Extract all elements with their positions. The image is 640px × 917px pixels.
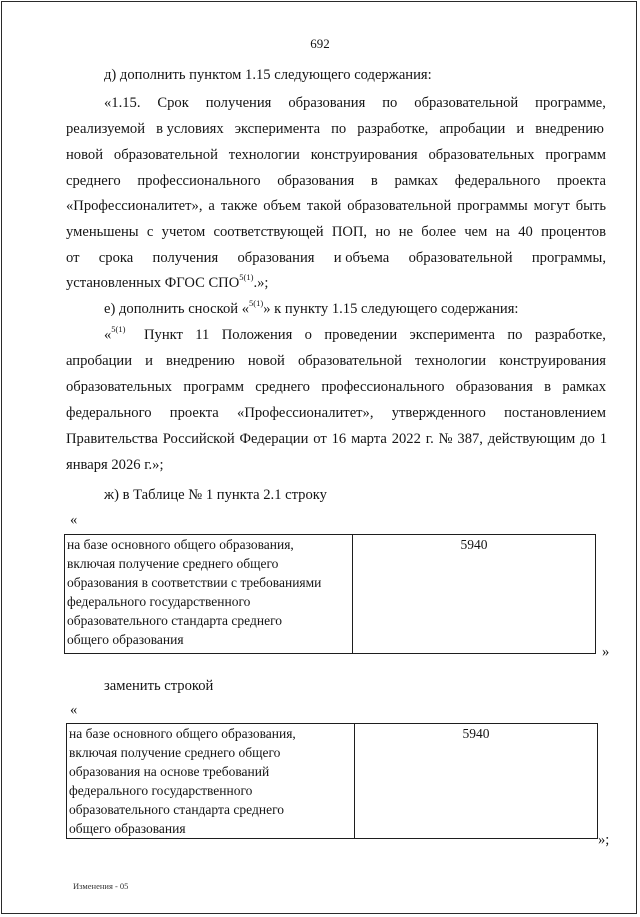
word: образовательной [414,95,519,111]
paragraph-e-before: е) дополнить сноской « [104,301,250,317]
word: рамках [562,379,606,395]
word: и [516,121,525,137]
footnote-line-3 [66,377,606,397]
table2-line-4: федерального государственного [69,783,253,798]
word: программ [545,147,606,163]
table1-line-5: образовательного стандарта среднего [67,613,283,628]
word: постановлением [504,405,606,421]
word: действующим [487,431,576,447]
word: эксперимента [234,121,321,137]
word: уменьшены [66,224,139,240]
footnote-line-2 [66,351,606,371]
word: проекта [169,405,219,421]
word: 40 [518,224,533,240]
table1-line-3: образования в соответствии с требованиями [67,575,322,590]
word: образовательной [347,198,452,214]
table-old-row [64,534,596,654]
word: Положения [221,327,293,343]
word: с [146,224,154,240]
word: и [145,353,153,369]
word: могут [533,198,570,214]
table2-line-1: на базе основного общего образования, [69,726,296,741]
word: марта [351,431,387,447]
paragraph-e-after: » к пункту 1.15 следующего содержания: [263,301,519,317]
word: реализуемой [66,121,146,137]
word: Федерации [239,431,309,447]
word: «1.15. [104,95,141,111]
table-row [65,535,596,654]
word: Правительства [66,431,158,447]
footnote-line-1 [144,325,606,345]
word: такой [306,198,342,214]
word: образовательной [113,147,218,163]
p115-line-8 [66,273,268,293]
paragraph-e-sup: 5(1) [249,298,264,309]
word: в условиях [156,121,224,137]
word: чем [464,224,488,240]
word: срока [98,250,134,266]
word: внедрению [535,121,604,137]
word: конструирования [499,353,606,369]
word: программы [457,198,528,214]
table2-line-6: общего образования [69,821,186,836]
word: но [375,224,391,240]
word: 16 [331,431,347,447]
paragraph-zh: ж) в Таблице № 1 пункта 2.1 строку [104,487,327,503]
p115-line-4 [66,171,606,191]
footnote-open-quote: « [104,327,112,343]
footnote-prefix [104,325,125,345]
replace-text: заменить строкой [104,678,214,694]
p115-line-6 [66,222,606,242]
table-row [67,724,598,839]
word: образования [288,95,366,111]
word: не [398,224,414,240]
word: образования [455,379,533,395]
word: образования [237,250,315,266]
paragraph-e [104,299,519,319]
p115-line-8-text: установленных ФГОС СПО [66,275,240,291]
p115-line-3 [66,145,606,165]
table-cell-description [65,535,353,654]
word: № [438,431,453,447]
word: на [495,224,510,240]
word: 11 [195,327,210,343]
word: быть [575,198,606,214]
table2-line-3: образования на основе требований [69,764,270,779]
word: от [313,431,327,447]
footnote-line-5 [66,429,607,449]
word: новой [247,353,285,369]
page-number: 692 [310,36,330,51]
word: ПОП, [331,224,368,240]
p115-line-7 [66,248,606,268]
table2-line-5: образовательного стандарта среднего [69,802,285,817]
word: профессионального [137,173,261,189]
word: в [370,173,378,189]
word: более [421,224,457,240]
open-quote-1: « [70,512,78,528]
table-cell-value: 5940 [353,535,596,654]
word: среднего [255,379,310,395]
p115-line-5 [66,196,606,216]
word: технологии [228,147,300,163]
word: среднего [66,173,121,189]
table1-line-6: общего образования [67,632,184,647]
open-quote-2: « [70,702,78,718]
word: профессионального [321,379,445,395]
word: о [304,327,312,343]
word: разработке, [357,121,429,137]
word: Пункт [144,327,183,343]
table1-line-1: на базе основного общего образования, [67,537,294,552]
word: внедрению [166,353,235,369]
word: образовательных [66,379,172,395]
word: разработке, [534,327,606,343]
word: до [580,431,595,447]
paragraph-d: д) дополнить пунктом 1.15 следующего содержания: [104,67,432,83]
word: новой [66,147,104,163]
word: Срок [157,95,189,111]
word: 2022 [391,431,421,447]
word: также [220,198,258,214]
word: эксперимента [409,327,495,343]
word: соответствующей [213,224,324,240]
word: программе, [535,95,606,111]
word: «Профессионалитет», [66,198,203,214]
word: 387, [457,431,483,447]
table-cell-description [67,724,355,839]
word: по [331,121,347,137]
close-quote-1: » [602,644,610,660]
p115-line-1 [104,93,606,113]
word: Российской [162,431,235,447]
footnote-line-6: января 2026 г.»; [66,457,164,473]
footnote-sup: 5(1) [111,324,126,335]
close-quote-2: »; [598,832,610,848]
table1-line-2: включая получение среднего общего [67,556,279,571]
word: образовательных [428,147,535,163]
word: проведении [324,327,398,343]
p115-line-2 [66,119,604,139]
table-cell-value: 5940 [355,724,598,839]
word: программ [183,379,244,395]
footer-note: Изменения - 05 [73,881,129,891]
p115-line-8-tail: .»; [253,275,269,291]
word: федерального [66,405,152,421]
table2-line-2: включая получение среднего общего [69,745,281,760]
word: по [507,327,523,343]
word: конструирования [310,147,418,163]
word: а [208,198,215,214]
word: утвержденного [391,405,486,421]
word: объем [263,198,301,214]
word: рамках [394,173,439,189]
word: по [382,95,398,111]
word: 1 [599,431,607,447]
word: и объема [333,250,390,266]
word: «Профессионалитет», [237,405,374,421]
table-new-row [66,723,598,839]
word: программы, [531,250,606,266]
word: образовательной [297,353,402,369]
word: от [66,250,80,266]
word: федерального [454,173,541,189]
footnote-ref-sup: 5(1) [239,272,254,283]
word: учетом [161,224,206,240]
footnote-line-4 [66,403,606,423]
word: процентов [541,224,606,240]
word: получения [205,95,272,111]
word: в [544,379,552,395]
word: проекта [556,173,606,189]
word: апробации [439,121,506,137]
word: г. [425,431,434,447]
word: образования [277,173,355,189]
word: образовательной [408,250,513,266]
table1-line-4: федерального государственного [67,594,251,609]
word: технологии [415,353,487,369]
word: получения [152,250,219,266]
word: апробации [66,353,133,369]
